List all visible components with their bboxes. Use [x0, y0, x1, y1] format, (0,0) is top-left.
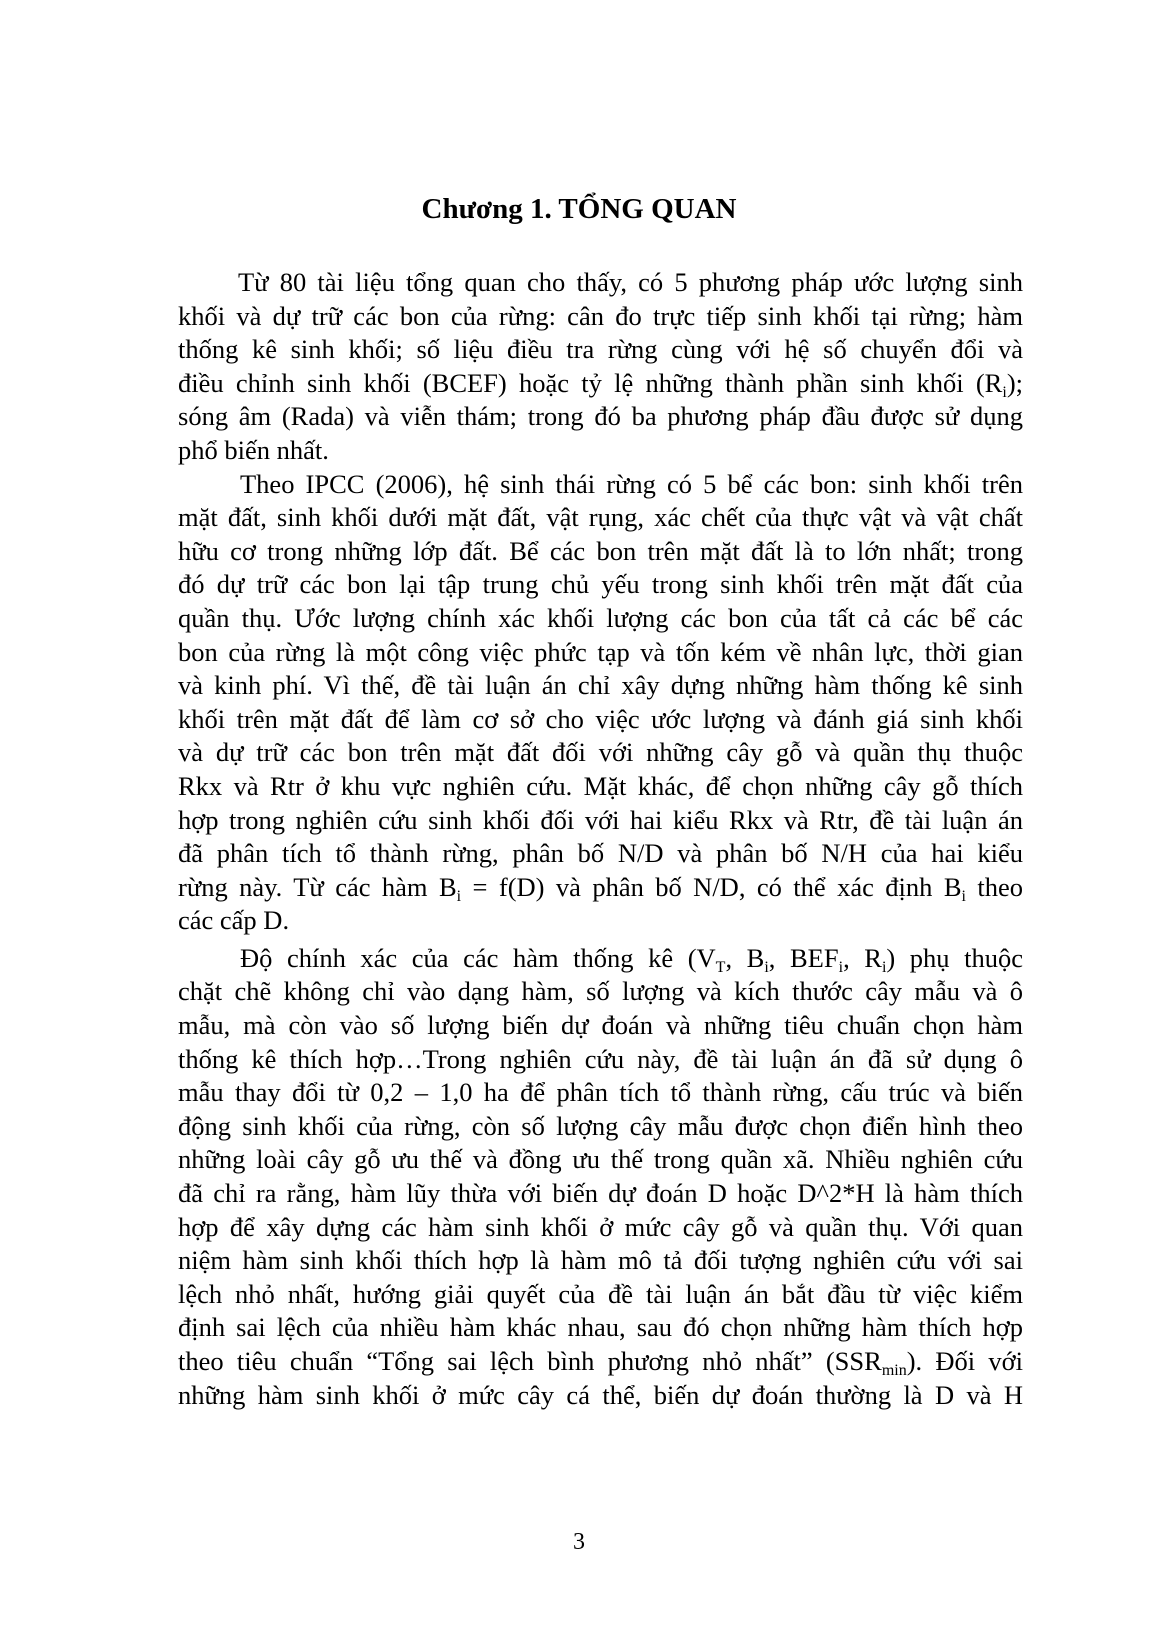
- text-fragment: );: [1006, 367, 1023, 398]
- text-line: Theo IPCC (2006), hệ sinh thái rừng có 5 bể các bon: sinh khối trên: [240, 468, 1023, 499]
- text-line: và dự trữ các bon trên mặt đất đối với những cây gỗ và quần thụ thuộc: [178, 737, 1023, 768]
- text-line: Rkx và Rtr ở khu vực nghiên cứu. Mặt khác, để chọn những cây gỗ thích: [178, 770, 1023, 801]
- text-fragment: điều chỉnh sinh khối (BCEF) hoặc tỷ lệ những thành phần sinh khối (R: [178, 367, 1003, 398]
- page-number: 3: [573, 1529, 585, 1555]
- text-line: thống kê thích hợp…Trong nghiên cứu này, đề tài luận án đã sử dụng ô: [178, 1043, 1023, 1074]
- subscript: i: [881, 958, 887, 976]
- text-line: bon của rừng là một công việc phức tạp và tốn kém về nhân lực, thời gian: [178, 636, 1023, 667]
- subscript: i: [1002, 383, 1007, 401]
- text-line: mẫu thay đổi từ 0,2 – 1,0 ha để phân tích tổ thành rừng, cấu trúc và biến: [178, 1077, 1023, 1108]
- text-line: mặt đất, sinh khối dưới mặt đất, vật rụng, xác chết của thực vật và vật chất: [178, 502, 1023, 533]
- text-line: quần thụ. Ước lượng chính xác khối lượng các bon của tất cả các bể các: [178, 602, 1023, 633]
- paragraph-methods: [178, 266, 1023, 468]
- text-line: hữu cơ trong những lớp đất. Bể các bon trên mặt đất là to lớn nhất; trong: [178, 535, 1023, 566]
- text-line: đã chỉ ra rằng, hàm lũy thừa với biến dự đoán D hoặc D^2*H là hàm thích: [178, 1178, 1023, 1209]
- text-line: định sai lệch của nhiều hàm khác nhau, sau đó chọn những hàm thích hợp: [178, 1312, 1023, 1343]
- text-fragment: ). Đối với: [906, 1346, 1024, 1376]
- text-line: Từ 80 tài liệu tổng quan cho thấy, có 5 phương pháp ước lượng sinh: [238, 267, 1023, 297]
- text-line: động sinh khối của rừng, còn số lượng cây mẫu được chọn điển hình theo: [178, 1110, 1023, 1141]
- body-text: [178, 266, 1023, 1412]
- text-fragment: , B: [725, 942, 765, 973]
- subscript: i: [838, 958, 844, 976]
- text-line: [178, 942, 1023, 976]
- text-line: thống kê sinh khối; số liệu điều tra rừng cùng với hệ số chuyển đổi và: [178, 334, 1023, 365]
- chapter-title: Chương 1. TỔNG QUAN: [421, 193, 737, 225]
- text-line: sóng âm (Rada) và viễn thám; trong đó ba phương pháp đầu được sử dụng: [178, 401, 1023, 432]
- subscript: i: [456, 887, 462, 905]
- text-fragment: , BEF: [768, 942, 839, 973]
- text-line: hợp để xây dựng các hàm sinh khối ở mức cây gỗ và quần thụ. Với quan: [178, 1211, 1023, 1242]
- text-line: các cấp D.: [178, 905, 290, 936]
- text-line: [178, 1345, 1023, 1379]
- text-fragment: theo: [965, 871, 1023, 902]
- text-fragment: theo tiêu chuẩn “Tổng sai lệch bình phương nhỏ nhất” (SSR: [178, 1346, 882, 1376]
- text-line: đó dự trữ các bon lại tập trung chủ yếu trong sinh khối trên mặt đất của: [178, 569, 1023, 600]
- subscript: min: [881, 1362, 907, 1379]
- text-fragment: ) phụ thuộc: [886, 942, 1024, 973]
- text-line: khối và dự trữ các bon của rừng: cân đo trực tiếp sinh khối tại rừng; hàm: [178, 300, 1023, 331]
- text-line: [178, 367, 1023, 401]
- text-line: khối trên mặt đất để làm cơ sở cho việc ước lượng và đánh giá sinh khối: [178, 703, 1023, 734]
- subscript: T: [715, 958, 726, 976]
- text-fragment: , R: [843, 942, 882, 973]
- text-fragment: Độ chính xác của các hàm thống kê (V: [240, 942, 716, 973]
- text-fragment: rừng này. Từ các hàm B: [178, 871, 457, 902]
- paragraph-ipcc: [178, 468, 1023, 938]
- subscript: i: [961, 887, 966, 905]
- text-line: niệm hàm sinh khối thích hợp là hàm mô tả đối tượng nghiên cứu với sai: [178, 1245, 1023, 1276]
- text-fragment: = f(D) và phân bố N/D, có thể xác định B: [461, 871, 962, 902]
- text-line: [178, 871, 1023, 905]
- subscript: i: [764, 958, 769, 976]
- text-line: những hàm sinh khối ở mức cây cá thể, biến dự đoán thường là D và H: [178, 1379, 1023, 1410]
- text-line: mẫu, mà còn vào số lượng biến dự đoán và những tiêu chuẩn chọn hàm: [178, 1010, 1023, 1041]
- text-line: lệch nhỏ nhất, hướng giải quyết của đề tài luận án bắt đầu từ việc kiểm: [178, 1278, 1023, 1309]
- text-line: đã phân tích tổ thành rừng, phân bố N/D và phân bố N/H của hai kiểu: [178, 838, 1023, 869]
- text-line: và kinh phí. Vì thế, đề tài luận án chỉ xây dựng những hàm thống kê sinh: [178, 670, 1023, 701]
- text-line: những loài cây gỗ ưu thế và đồng ưu thế trong quần xã. Nhiều nghiên cứu: [178, 1144, 1023, 1175]
- text-line: phổ biến nhất.: [178, 434, 329, 465]
- text-line: chặt chẽ không chỉ vào dạng hàm, số lượng và kích thước cây mẫu và ô: [178, 976, 1023, 1007]
- paragraph-accuracy: [178, 942, 1023, 1412]
- text-line: hợp trong nghiên cứu sinh khối đối với hai kiểu Rkx và Rtr, đề tài luận án: [178, 804, 1023, 835]
